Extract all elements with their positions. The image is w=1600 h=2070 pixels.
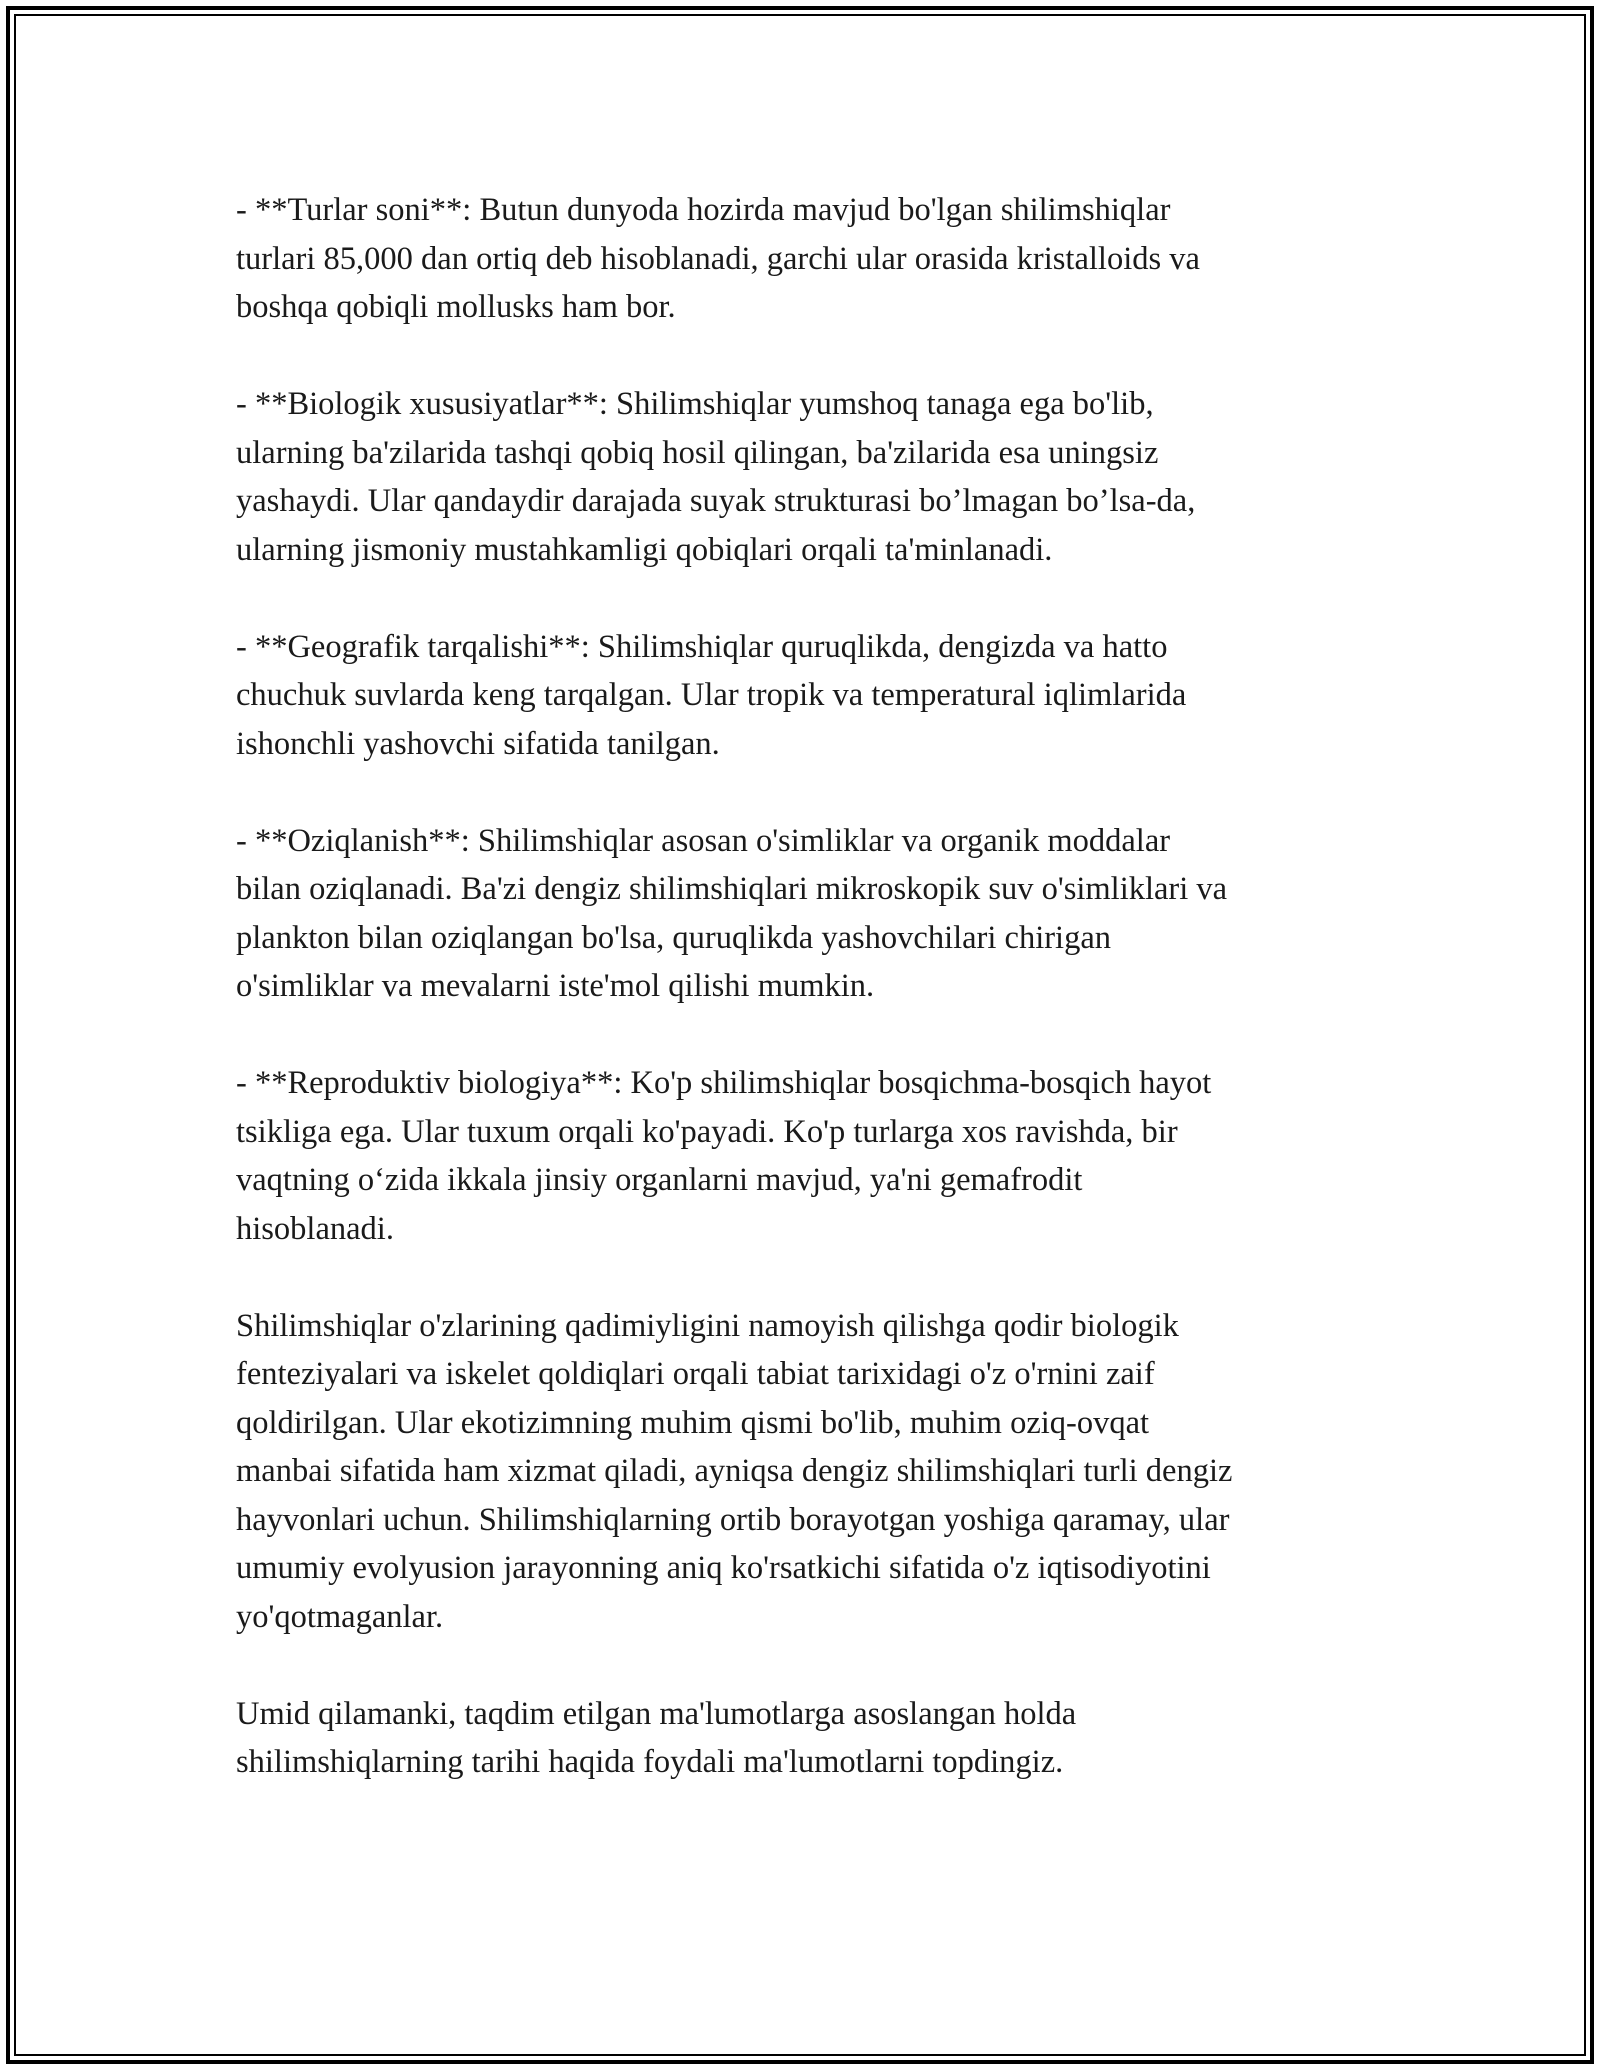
paragraph-summary: Shilimshiqlar o'zlarining qadimiyligini namoyish qilishga qodir biologik fenteziyalari va iskelet qoldiqlari orqali tabiat tarixidagi o'z o'rnini zaif qoldirilgan. Ular ekotizimning muhim qismi bo'lib, muhim oziq-ovqat manbai sifatida ham xizmat qiladi, ayniqsa dengiz shilimshiqlari turli dengiz hayvonlari uchun. Shilimshiqlarning ortib borayotgan yoshiga qaramay, ular umumiy evolyusion jarayonning aniq ko'rsatkichi sifatida o'z iqtisodiyotini yo'qotmaganlar. <box>236 1307 1233 1635</box>
paragraph-species-count: - **Turlar soni**: Butun dunyoda hozirda mavjud bo'lgan shilimshiqlar turlari 85,000 dan ortiq deb hisoblanadi, garchi ular orasida kristalloids va boshqa qobiqli mollusks ham bor. <box>236 192 1200 325</box>
paragraph-reproductive-biology: - **Reproduktiv biologiya**: Ko'p shilimshiqlar bosqichma-bosqich hayot tsikliga ega. Ular tuxum orqali ko'payadi. Ko'p turlarga xos ravishda, bir vaqtning o‘zida ikkala jinsiy organlarni mavjud, ya'ni gemafrodit hisoblanadi. <box>236 1065 1212 1247</box>
document-body <box>236 186 1366 1835</box>
paragraph-geographic-distribution: - **Geografik tarqalishi**: Shilimshiqlar quruqlikda, dengizda va hatto chuchuk suvlarda keng tarqalgan. Ular tropik va temperatural iqlimlarida ishonchli yashovchi sifatida tanilgan. <box>236 628 1187 762</box>
paragraph-closing: Umid qilamanki, taqdim etilgan ma'lumotlarga asoslangan holda shilimshiqlarning tarihi haqida foydali ma'lumotlarni topdingiz. <box>236 1695 1077 1780</box>
paragraph-biological-features: - **Biologik xususiyatlar**: Shilimshiqlar yumshoq tanaga ega bo'lib, ularning ba'zilarida tashqi qobiq hosil qilingan, ba'zilarida esa uningsiz yashaydi. Ular qandaydir darajada suyak strukturasi bo’lmagan bo’lsa-da, ularning jismoniy mustahkamligi qobiqlari orqali ta'minlanadi. <box>236 386 1196 568</box>
paragraph-nutrition: - **Oziqlanish**: Shilimshiqlar asosan o'simliklar va organik moddalar bilan oziqlanadi. Ba'zi dengiz shilimshiqlari mikroskopik suv o'simliklari va plankton bilan oziqlangan bo'lsa, quruqlikda yashovchilari chirigan o'simliklar va mevalarni iste'mol qilishi mumkin. <box>236 822 1228 1004</box>
